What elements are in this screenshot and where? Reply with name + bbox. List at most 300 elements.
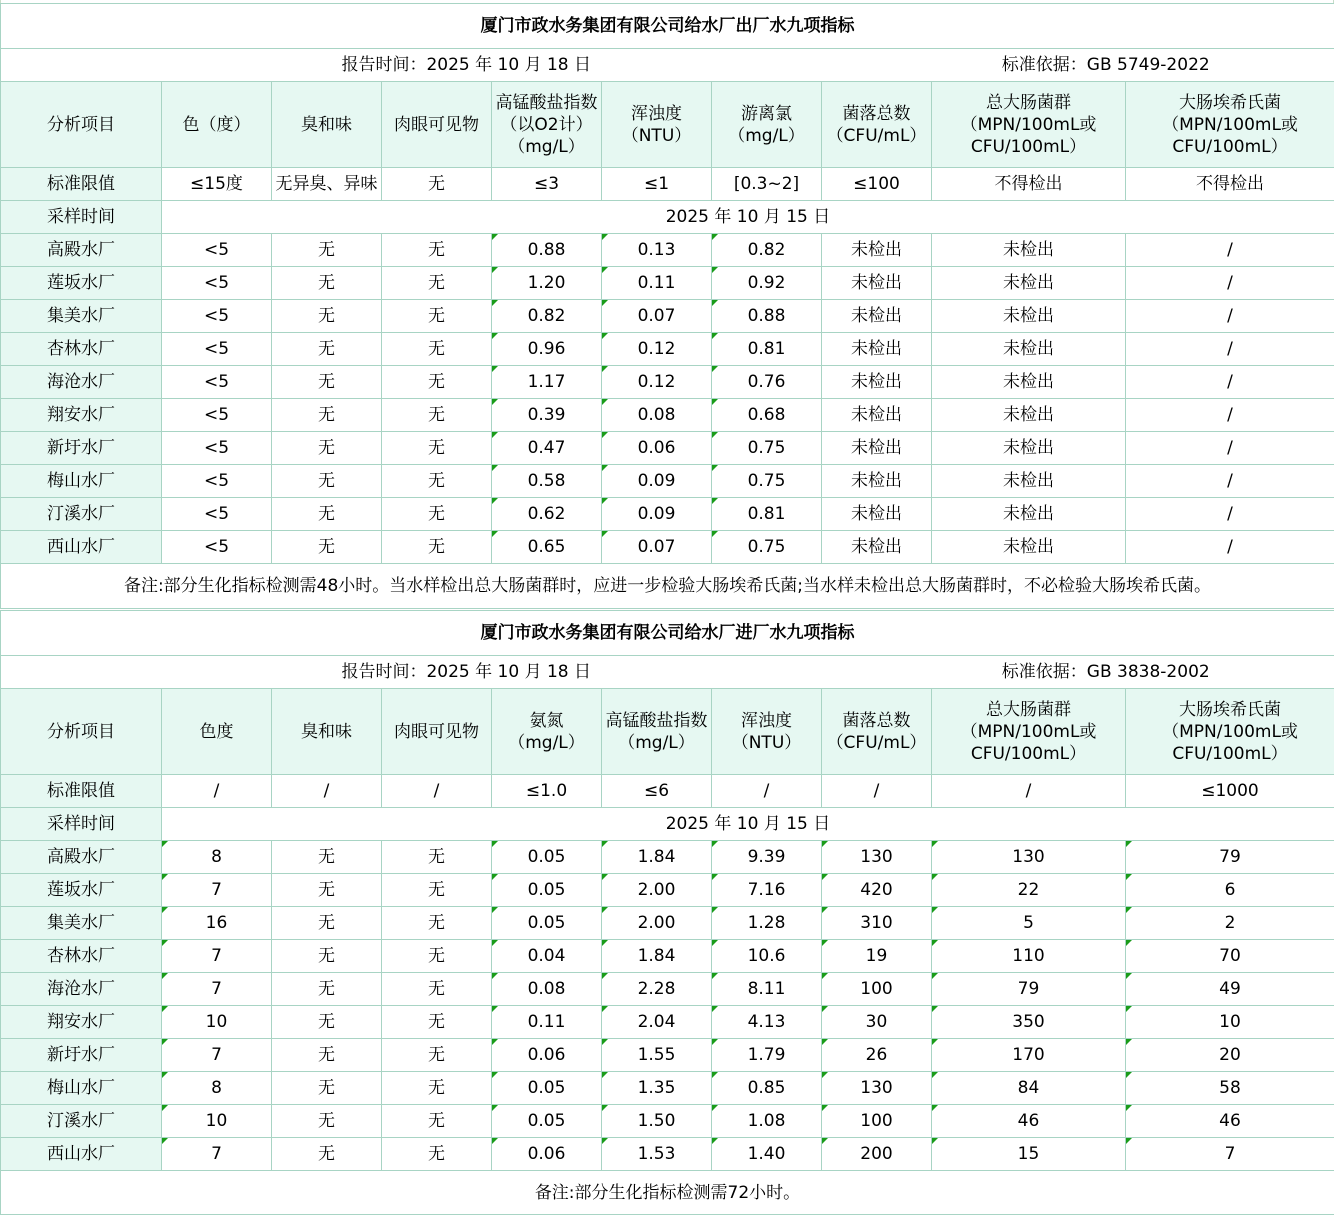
inlet-header-cell	[1, 689, 162, 775]
inlet-header-text: （mg/L）	[508, 732, 585, 753]
inlet-limit-cell: ≤1.0	[492, 775, 602, 808]
outlet-header-text: 高锰酸盐指数	[495, 92, 598, 113]
outlet-limit-cell: ≤3	[492, 168, 602, 201]
value-cell: 58	[1126, 1072, 1334, 1105]
value-cell: 无	[382, 907, 492, 940]
inlet-header-text: 总大肠菌群	[986, 699, 1071, 720]
value-cell: 0.06	[492, 1039, 602, 1072]
value-cell: 46	[1126, 1105, 1334, 1138]
value-cell: 100	[822, 973, 932, 1006]
inlet-header-cell	[492, 689, 602, 775]
table-row	[1, 841, 1334, 874]
inlet-note: 备注:部分生化指标检测需72小时。	[1, 1171, 1334, 1215]
outlet-report-time: 报告时间：2025 年 10 月 18 日	[1, 49, 932, 82]
inlet-header-cell	[712, 689, 822, 775]
value-cell: <5	[162, 432, 272, 465]
inlet-header-text: （MPN/100mL或	[1162, 721, 1298, 742]
value-cell: 1.28	[712, 907, 822, 940]
inlet-header-text: （NTU）	[731, 732, 802, 753]
value-cell: 420	[822, 874, 932, 907]
value-cell: 2.00	[602, 907, 712, 940]
inlet-header-cell	[932, 689, 1126, 775]
value-cell: 79	[1126, 841, 1334, 874]
value-cell: 0.05	[492, 1072, 602, 1105]
outlet-header-row	[1, 82, 1334, 168]
outlet-header-text: （以O2计）	[500, 114, 593, 135]
value-cell: 无	[382, 1039, 492, 1072]
value-cell: 0.09	[602, 465, 712, 498]
value-cell: 22	[932, 874, 1126, 907]
inlet-limit-cell: /	[932, 775, 1126, 808]
value-cell: 2.00	[602, 874, 712, 907]
value-cell: 19	[822, 940, 932, 973]
value-cell: 未检出	[932, 531, 1126, 564]
value-cell: 0.75	[712, 432, 822, 465]
value-cell: 无	[272, 498, 382, 531]
inlet-header-cell	[1126, 689, 1334, 775]
value-cell: 无	[382, 531, 492, 564]
plant-name-cell: 海沧水厂	[1, 973, 162, 1006]
plant-name-cell: 西山水厂	[1, 1138, 162, 1171]
outlet-header-cell	[272, 82, 382, 168]
value-cell: 无	[382, 940, 492, 973]
plant-name-cell: 新圩水厂	[1, 1039, 162, 1072]
plant-name-cell: 西山水厂	[1, 531, 162, 564]
value-cell: 未检出	[822, 465, 932, 498]
value-cell: 1.50	[602, 1105, 712, 1138]
value-cell: 0.76	[712, 366, 822, 399]
value-cell: 0.58	[492, 465, 602, 498]
value-cell: 20	[1126, 1039, 1334, 1072]
value-cell: <5	[162, 399, 272, 432]
inlet-header-cell	[602, 689, 712, 775]
inlet-title: 厦门市政水务集团有限公司给水厂进厂水九项指标	[1, 611, 1334, 656]
plant-name-cell: 新圩水厂	[1, 432, 162, 465]
outlet-header-cell	[932, 82, 1126, 168]
value-cell: 84	[932, 1072, 1126, 1105]
inlet-header-text: CFU/100mL）	[970, 743, 1087, 764]
value-cell: 0.96	[492, 333, 602, 366]
value-cell: 130	[822, 841, 932, 874]
outlet-header-text: 游离氯	[741, 103, 792, 124]
outlet-limit-cell: ≤15度	[162, 168, 272, 201]
outlet-header-cell	[712, 82, 822, 168]
table-row	[1, 366, 1334, 399]
value-cell: 未检出	[822, 399, 932, 432]
value-cell: 8	[162, 1072, 272, 1105]
value-cell: 7	[162, 1138, 272, 1171]
value-cell: 未检出	[932, 267, 1126, 300]
inlet-limit-cell: ≤1000	[1126, 775, 1334, 808]
value-cell: 0.47	[492, 432, 602, 465]
plant-name-cell: 海沧水厂	[1, 366, 162, 399]
value-cell: 无	[382, 267, 492, 300]
value-cell: 未检出	[822, 333, 932, 366]
value-cell: /	[1126, 333, 1334, 366]
value-cell: 310	[822, 907, 932, 940]
inlet-header-text: 大肠埃希氏菌	[1179, 699, 1281, 720]
table-row	[1, 1006, 1334, 1039]
value-cell: 未检出	[932, 366, 1126, 399]
table-row	[1, 874, 1334, 907]
value-cell: 未检出	[822, 267, 932, 300]
value-cell: 0.04	[492, 940, 602, 973]
value-cell: 0.11	[492, 1006, 602, 1039]
value-cell: 2.04	[602, 1006, 712, 1039]
outlet-header-text: CFU/100mL）	[1172, 136, 1288, 157]
value-cell: 0.81	[712, 333, 822, 366]
value-cell: 无	[382, 1138, 492, 1171]
inlet-limit-cell: /	[162, 775, 272, 808]
value-cell: 无	[382, 399, 492, 432]
table-row	[1, 531, 1334, 564]
value-cell: 0.06	[492, 1138, 602, 1171]
value-cell: 0.07	[602, 300, 712, 333]
plant-name-cell: 汀溪水厂	[1, 1105, 162, 1138]
value-cell: 无	[272, 1072, 382, 1105]
value-cell: <5	[162, 465, 272, 498]
table-row	[1, 267, 1334, 300]
outlet-header-cell	[492, 82, 602, 168]
value-cell: /	[1126, 432, 1334, 465]
outlet-header-text: 总大肠菌群	[986, 92, 1071, 113]
outlet-header-cell	[602, 82, 712, 168]
inlet-sampling-label: 采样时间	[1, 808, 162, 841]
value-cell: 无	[382, 973, 492, 1006]
value-cell: 5	[932, 907, 1126, 940]
value-cell: 0.82	[712, 234, 822, 267]
plant-name-cell: 梅山水厂	[1, 1072, 162, 1105]
value-cell: 0.65	[492, 531, 602, 564]
table-row	[1, 465, 1334, 498]
value-cell: 0.08	[492, 973, 602, 1006]
value-cell: 无	[272, 1039, 382, 1072]
value-cell: 0.39	[492, 399, 602, 432]
value-cell: /	[1126, 234, 1334, 267]
value-cell: <5	[162, 498, 272, 531]
outlet-limit-cell: 不得检出	[932, 168, 1126, 201]
inlet-header-text: 浑浊度	[741, 710, 792, 731]
inlet-limits-label: 标准限值	[1, 775, 162, 808]
value-cell: /	[1126, 366, 1334, 399]
value-cell: 10	[162, 1006, 272, 1039]
value-cell: 2	[1126, 907, 1334, 940]
value-cell: 无	[382, 234, 492, 267]
value-cell: 无	[272, 432, 382, 465]
inlet-header-text: CFU/100mL）	[1172, 743, 1288, 764]
value-cell: <5	[162, 531, 272, 564]
outlet-header-text: （MPN/100mL或	[1162, 114, 1298, 135]
value-cell: 无	[272, 366, 382, 399]
table-row	[1, 234, 1334, 267]
inlet-header-text: （mg/L）	[618, 732, 695, 753]
value-cell: 0.92	[712, 267, 822, 300]
table-row	[1, 907, 1334, 940]
value-cell: 0.75	[712, 465, 822, 498]
value-cell: 26	[822, 1039, 932, 1072]
inlet-header-text: 菌落总数	[842, 710, 911, 731]
value-cell: /	[1126, 498, 1334, 531]
value-cell: 0.09	[602, 498, 712, 531]
outlet-standard: 标准依据：GB 5749-2022	[932, 49, 1334, 82]
value-cell: 79	[932, 973, 1126, 1006]
inlet-limits-row	[1, 775, 1334, 808]
value-cell: 未检出	[822, 300, 932, 333]
outlet-header-text: 大肠埃希氏菌	[1179, 92, 1281, 113]
inlet-header-text: 色度	[199, 721, 234, 742]
outlet-limit-cell: 无	[382, 168, 492, 201]
outlet-header-text: 浑浊度	[631, 103, 682, 124]
value-cell: 1.55	[602, 1039, 712, 1072]
inlet-standard: 标准依据：GB 3838-2002	[932, 656, 1334, 689]
value-cell: 1.17	[492, 366, 602, 399]
inlet-sampling-date: 2025 年 10 月 15 日	[162, 808, 1334, 841]
plant-name-cell: 高殿水厂	[1, 234, 162, 267]
value-cell: 30	[822, 1006, 932, 1039]
value-cell: 无	[272, 465, 382, 498]
value-cell: 未检出	[932, 333, 1126, 366]
value-cell: 6	[1126, 874, 1334, 907]
plant-name-cell: 翔安水厂	[1, 1006, 162, 1039]
inlet-header-text: （CFU/mL）	[826, 732, 927, 753]
value-cell: 100	[822, 1105, 932, 1138]
value-cell: 未检出	[932, 399, 1126, 432]
value-cell: 无	[272, 907, 382, 940]
value-cell: 无	[272, 234, 382, 267]
value-cell: 4.13	[712, 1006, 822, 1039]
value-cell: 0.68	[712, 399, 822, 432]
value-cell: 1.79	[712, 1039, 822, 1072]
plant-name-cell: 杏林水厂	[1, 940, 162, 973]
value-cell: 无	[272, 399, 382, 432]
value-cell: 10	[1126, 1006, 1334, 1039]
plant-name-cell: 汀溪水厂	[1, 498, 162, 531]
inlet-header-row	[1, 689, 1334, 775]
value-cell: /	[1126, 300, 1334, 333]
table-row	[1, 333, 1334, 366]
value-cell: 无	[382, 300, 492, 333]
value-cell: 0.05	[492, 874, 602, 907]
value-cell: 无	[272, 1006, 382, 1039]
value-cell: 无	[382, 366, 492, 399]
outlet-header-text: 色（度）	[182, 114, 251, 135]
inlet-report-time: 报告时间：2025 年 10 月 18 日	[1, 656, 932, 689]
value-cell: 7	[162, 973, 272, 1006]
value-cell: 无	[272, 333, 382, 366]
value-cell: 0.05	[492, 907, 602, 940]
outlet-header-text: （mg/L）	[728, 125, 805, 146]
value-cell: 1.20	[492, 267, 602, 300]
value-cell: 无	[382, 1006, 492, 1039]
inlet-limit-cell: /	[382, 775, 492, 808]
value-cell: 49	[1126, 973, 1334, 1006]
outlet-header-cell	[382, 82, 492, 168]
outlet-header-text: 肉眼可见物	[394, 114, 479, 135]
inlet-header-text: 高锰酸盐指数	[605, 710, 708, 731]
value-cell: 未检出	[932, 498, 1126, 531]
outlet-header-text: CFU/100mL）	[970, 136, 1087, 157]
outlet-title: 厦门市政水务集团有限公司给水厂出厂水九项指标	[1, 4, 1334, 49]
outlet-limit-cell: ≤1	[602, 168, 712, 201]
outlet-sampling-label: 采样时间	[1, 201, 162, 234]
value-cell: 无	[272, 973, 382, 1006]
value-cell: 未检出	[822, 432, 932, 465]
inlet-header-cell	[162, 689, 272, 775]
value-cell: 无	[382, 333, 492, 366]
value-cell: 7	[162, 1039, 272, 1072]
value-cell: 未检出	[932, 234, 1126, 267]
value-cell: 未检出	[932, 465, 1126, 498]
plant-name-cell: 莲坂水厂	[1, 874, 162, 907]
value-cell: 无	[382, 874, 492, 907]
value-cell: 无	[272, 300, 382, 333]
outlet-header-text: 菌落总数	[842, 103, 911, 124]
value-cell: 0.62	[492, 498, 602, 531]
value-cell: 0.88	[492, 234, 602, 267]
table-row	[1, 940, 1334, 973]
value-cell: 8.11	[712, 973, 822, 1006]
table-row	[1, 432, 1334, 465]
value-cell: <5	[162, 300, 272, 333]
value-cell: 未检出	[822, 498, 932, 531]
value-cell: 0.05	[492, 841, 602, 874]
value-cell: 未检出	[822, 531, 932, 564]
value-cell: 1.84	[602, 940, 712, 973]
value-cell: 9.39	[712, 841, 822, 874]
outlet-sampling-date: 2025 年 10 月 15 日	[162, 201, 1334, 234]
outlet-limit-cell: 不得检出	[1126, 168, 1334, 201]
inlet-water-table	[0, 610, 1334, 1215]
value-cell: 7.16	[712, 874, 822, 907]
outlet-data-rows	[1, 234, 1334, 564]
value-cell: 10	[162, 1105, 272, 1138]
inlet-header-cell	[822, 689, 932, 775]
outlet-header-cell	[822, 82, 932, 168]
outlet-header-cell	[162, 82, 272, 168]
value-cell: 无	[272, 874, 382, 907]
table-row	[1, 300, 1334, 333]
inlet-header-text: 臭和味	[301, 721, 352, 742]
value-cell: 无	[272, 1138, 382, 1171]
value-cell: 70	[1126, 940, 1334, 973]
value-cell: 0.07	[602, 531, 712, 564]
value-cell: 0.05	[492, 1105, 602, 1138]
value-cell: 130	[932, 841, 1126, 874]
plant-name-cell: 集美水厂	[1, 300, 162, 333]
value-cell: 无	[272, 531, 382, 564]
outlet-header-text: 臭和味	[301, 114, 352, 135]
outlet-header-text: （mg/L）	[508, 136, 585, 157]
outlet-limit-cell: ≤100	[822, 168, 932, 201]
table-row	[1, 1138, 1334, 1171]
inlet-limit-cell: ≤6	[602, 775, 712, 808]
inlet-header-cell	[382, 689, 492, 775]
outlet-limit-cell: [0.3~2]	[712, 168, 822, 201]
table-row	[1, 1039, 1334, 1072]
value-cell: /	[1126, 465, 1334, 498]
outlet-header-text: （NTU）	[621, 125, 692, 146]
inlet-limit-cell: /	[712, 775, 822, 808]
value-cell: 170	[932, 1039, 1126, 1072]
value-cell: 无	[382, 465, 492, 498]
value-cell: /	[1126, 399, 1334, 432]
value-cell: 46	[932, 1105, 1126, 1138]
value-cell: 10.6	[712, 940, 822, 973]
plant-name-cell: 翔安水厂	[1, 399, 162, 432]
value-cell: 16	[162, 907, 272, 940]
value-cell: 0.88	[712, 300, 822, 333]
value-cell: 130	[822, 1072, 932, 1105]
value-cell: <5	[162, 366, 272, 399]
value-cell: 0.11	[602, 267, 712, 300]
plant-name-cell: 莲坂水厂	[1, 267, 162, 300]
value-cell: 无	[382, 498, 492, 531]
plant-name-cell: 高殿水厂	[1, 841, 162, 874]
outlet-limit-cell: 无异臭、异味	[272, 168, 382, 201]
value-cell: 0.12	[602, 333, 712, 366]
plant-name-cell: 梅山水厂	[1, 465, 162, 498]
value-cell: 无	[272, 1105, 382, 1138]
value-cell: 无	[272, 940, 382, 973]
value-cell: 0.12	[602, 366, 712, 399]
value-cell: 无	[272, 841, 382, 874]
value-cell: 8	[162, 841, 272, 874]
value-cell: 未检出	[932, 432, 1126, 465]
value-cell: 0.75	[712, 531, 822, 564]
value-cell: 未检出	[822, 234, 932, 267]
value-cell: 0.82	[492, 300, 602, 333]
table-row	[1, 973, 1334, 1006]
value-cell: 1.40	[712, 1138, 822, 1171]
outlet-header-text: （CFU/mL）	[826, 125, 927, 146]
value-cell: <5	[162, 267, 272, 300]
inlet-limit-cell: /	[272, 775, 382, 808]
value-cell: /	[1126, 267, 1334, 300]
value-cell: 0.06	[602, 432, 712, 465]
outlet-header-cell	[1126, 82, 1334, 168]
inlet-header-cell	[272, 689, 382, 775]
value-cell: 7	[1126, 1138, 1334, 1171]
value-cell: 0.81	[712, 498, 822, 531]
table-row	[1, 498, 1334, 531]
outlet-limits-label: 标准限值	[1, 168, 162, 201]
value-cell: 200	[822, 1138, 932, 1171]
value-cell: 7	[162, 940, 272, 973]
value-cell: 350	[932, 1006, 1126, 1039]
inlet-header-text: （MPN/100mL或	[960, 721, 1097, 742]
value-cell: 无	[382, 432, 492, 465]
value-cell: 无	[272, 267, 382, 300]
value-cell: 未检出	[822, 366, 932, 399]
outlet-header-text: （MPN/100mL或	[960, 114, 1097, 135]
value-cell: 2.28	[602, 973, 712, 1006]
outlet-header-text: 分析项目	[47, 114, 115, 135]
plant-name-cell: 集美水厂	[1, 907, 162, 940]
value-cell: 7	[162, 874, 272, 907]
table-row	[1, 1072, 1334, 1105]
inlet-data-rows	[1, 841, 1334, 1171]
value-cell: 1.08	[712, 1105, 822, 1138]
outlet-limits-row	[1, 168, 1334, 201]
outlet-water-table	[0, 3, 1334, 609]
value-cell: 15	[932, 1138, 1126, 1171]
value-cell: 无	[382, 841, 492, 874]
value-cell: <5	[162, 333, 272, 366]
table-row	[1, 1105, 1334, 1138]
inlet-limit-cell: /	[822, 775, 932, 808]
value-cell: 无	[382, 1072, 492, 1105]
outlet-header-cell	[1, 82, 162, 168]
